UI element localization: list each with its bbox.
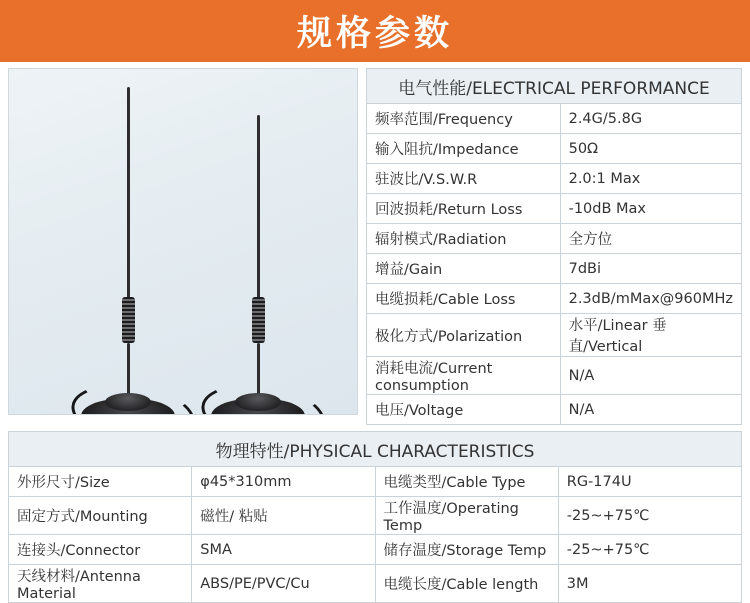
- row-value: 7dBi: [560, 254, 741, 284]
- row-value: N/A: [560, 357, 741, 395]
- row-value: φ45*310mm: [192, 467, 375, 497]
- physical-section-title: 物理特性/PHYSICAL CHARACTERISTICS: [9, 432, 742, 467]
- row-label: 增益/Gain: [367, 254, 561, 284]
- row-value: SMA: [192, 535, 375, 565]
- row-value: ABS/PE/PVC/Cu: [192, 565, 375, 603]
- lower-content: [0, 425, 750, 603]
- row-label: 回波损耗/Return Loss: [367, 194, 561, 224]
- row-label: 电缆长度/Cable length: [375, 565, 558, 603]
- row-value: 2.3dB/mMax@960MHz: [560, 284, 741, 314]
- row-value: 3M: [558, 565, 741, 603]
- page-title: 规格参数: [296, 14, 453, 54]
- antenna-whip-left: [127, 87, 130, 299]
- row-label: 固定方式/Mounting: [9, 497, 192, 535]
- row-label: 极化方式/Polarization: [367, 314, 561, 357]
- row-label: 连接头/Connector: [9, 535, 192, 565]
- row-value: 水平/Linear 垂直/Vertical: [560, 314, 741, 357]
- row-label: 驻波比/V.S.W.R: [367, 164, 561, 194]
- table-row: [367, 254, 742, 284]
- row-label: 频率范围/Frequency: [367, 104, 561, 134]
- row-label: 输入阻抗/Impedance: [367, 134, 561, 164]
- row-value: -10dB Max: [560, 194, 741, 224]
- table-row: [367, 194, 742, 224]
- table-row: [9, 497, 742, 535]
- table-section-header-row: [9, 432, 742, 467]
- row-label: 电缆损耗/Cable Loss: [367, 284, 561, 314]
- table-row: [367, 224, 742, 254]
- row-label: 储存温度/Storage Temp: [375, 535, 558, 565]
- table-section-header-row: [367, 69, 742, 104]
- antenna-coil-right: [252, 297, 265, 343]
- table-row: [367, 164, 742, 194]
- table-row: [367, 357, 742, 395]
- row-label: 外形尺寸/Size: [9, 467, 192, 497]
- row-value: N/A: [560, 395, 741, 425]
- antenna-cable-right: [198, 377, 329, 415]
- row-label: 电压/Voltage: [367, 395, 561, 425]
- table-row: [367, 314, 742, 357]
- table-row: [367, 104, 742, 134]
- table-row: [367, 134, 742, 164]
- row-label: 天线材料/Antenna Material: [9, 565, 192, 603]
- table-row: [9, 535, 742, 565]
- electrical-performance-table: [366, 68, 742, 425]
- antenna-cable-left: [68, 377, 199, 415]
- table-row: [9, 467, 742, 497]
- row-value: 2.4G/5.8G: [560, 104, 741, 134]
- physical-characteristics-table: [8, 431, 742, 603]
- product-photo: [8, 68, 358, 415]
- upper-content: [0, 62, 750, 425]
- row-label: 消耗电流/Current consumption: [367, 357, 561, 395]
- row-value: -25~+75℃: [558, 535, 741, 565]
- page-header: [0, 0, 750, 62]
- row-label: 电缆类型/Cable Type: [375, 467, 558, 497]
- electrical-section-title: 电气性能/ELECTRICAL PERFORMANCE: [367, 69, 742, 104]
- row-value: 磁性/ 粘贴: [192, 497, 375, 535]
- row-value: 全方位: [560, 224, 741, 254]
- row-label: 辐射模式/Radiation: [367, 224, 561, 254]
- antenna-whip-right: [257, 115, 260, 299]
- row-label: 工作温度/Operating Temp: [375, 497, 558, 535]
- table-row: [367, 284, 742, 314]
- row-value: RG-174U: [558, 467, 741, 497]
- table-row: [367, 395, 742, 425]
- antenna-coil-left: [122, 297, 135, 343]
- row-value: 50Ω: [560, 134, 741, 164]
- row-value: -25~+75℃: [558, 497, 741, 535]
- row-value: 2.0:1 Max: [560, 164, 741, 194]
